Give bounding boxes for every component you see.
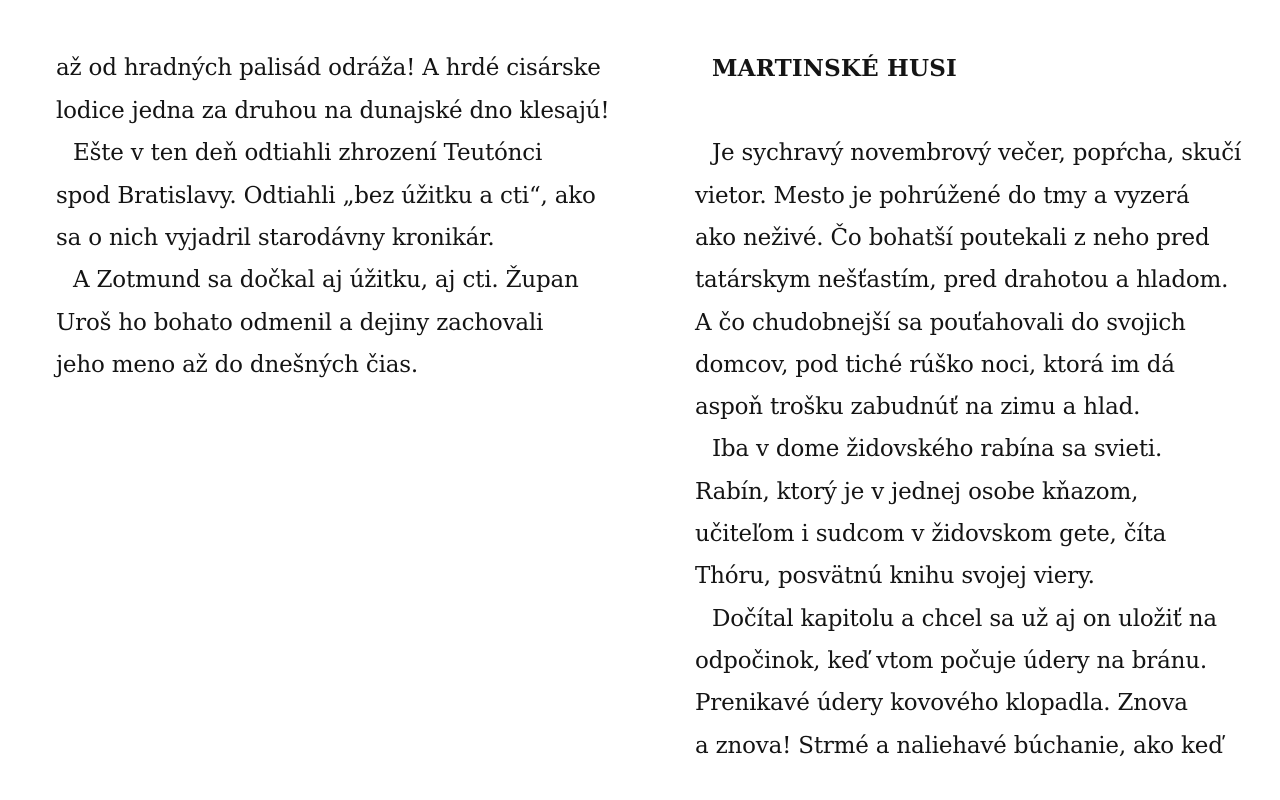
text-line: Prenikavé údery kovového klopadla. Znova xyxy=(695,690,1188,716)
text-line: Dočítal kapitolu a chcel sa už aj on uložiť na xyxy=(712,606,1217,632)
text-line: Uroš ho bohato odmenil a dejiny zachovali xyxy=(56,310,544,336)
text-line: A Zotmund sa dočkal aj úžitku, aj cti. Župan xyxy=(73,267,579,293)
text-line: A čo chudobnejší sa pouťahovali do svojich xyxy=(695,310,1186,336)
text-line: tatárskym nešťastím, pred drahotou a hladom. xyxy=(695,267,1229,293)
text-line: ako neživé. Čo bohatší poutekali z neho pred xyxy=(695,225,1210,251)
text-line: Iba v dome židovského rabína sa svieti. xyxy=(712,436,1163,462)
left-page xyxy=(56,0,610,800)
text-line: jeho meno až do dnešných čias. xyxy=(56,352,418,378)
text-line: učiteľom i sudcom v židovskom gete, číta xyxy=(695,521,1167,547)
text-line: a znova! Strmé a naliehavé búchanie, ako keď xyxy=(695,733,1223,759)
right-page xyxy=(695,0,1255,800)
text-line: Je sychravý novembrový večer, popŕcha, skučí xyxy=(712,140,1242,166)
text-line: vietor. Mesto je pohrúžené do tmy a vyzerá xyxy=(695,183,1190,209)
text-line: sa o nich vyjadril starodávny kronikár. xyxy=(56,225,495,251)
text-line: Rabín, ktorý je v jednej osobe kňazom, xyxy=(695,479,1139,505)
text-line: odpočinok, keď vtom počuje údery na bránu. xyxy=(695,648,1207,674)
chapter-title: MARTINSKÉ HUSI xyxy=(712,55,958,82)
text-line: lodice jedna za druhou na dunajské dno klesajú! xyxy=(56,98,610,124)
text-line: Thóru, posvätnú knihu svojej viery. xyxy=(695,563,1095,589)
text-line: spod Bratislavy. Odtiahli „bez úžitku a cti“, ako xyxy=(56,183,596,209)
text-line: Ešte v ten deň odtiahli zhrození Teutónci xyxy=(73,140,543,166)
text-line: aspoň trošku zabudnúť na zimu a hlad. xyxy=(695,394,1141,420)
text-line: domcov, pod tiché rúško noci, ktorá im dá xyxy=(695,352,1175,378)
text-line: až od hradných palisád odráža! A hrdé cisárske xyxy=(56,55,601,81)
